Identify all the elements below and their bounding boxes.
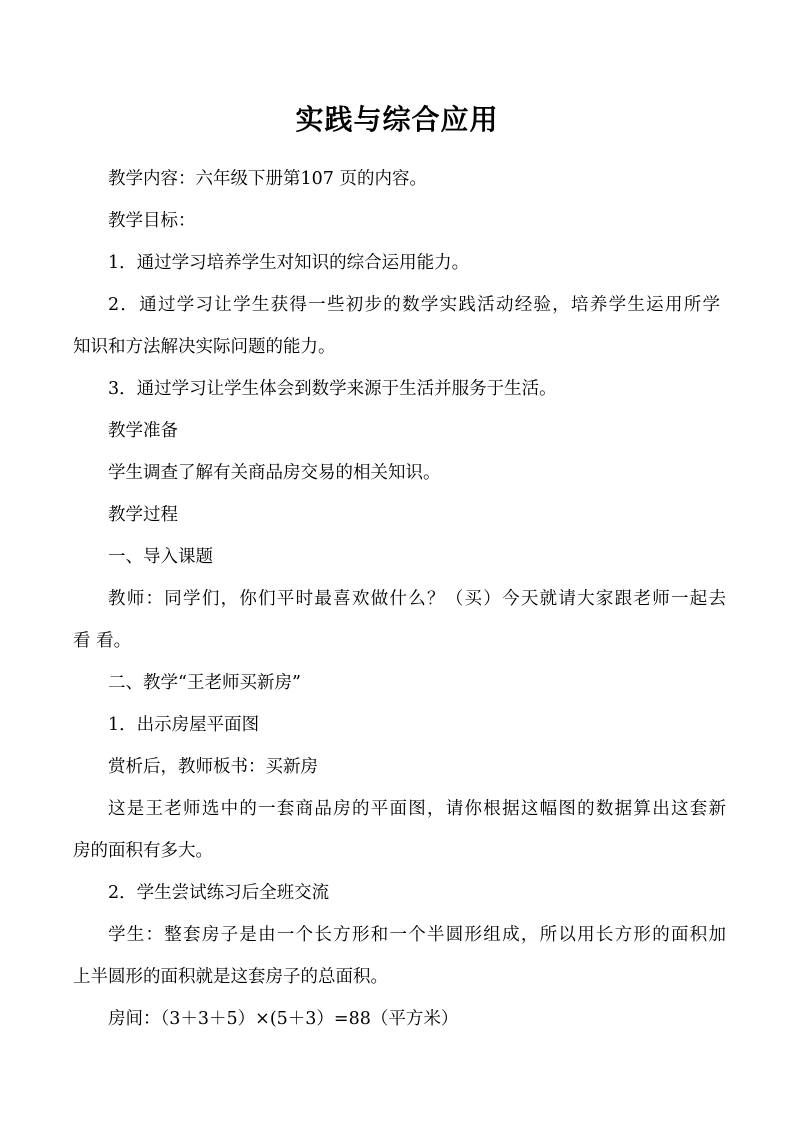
teaching-goals-heading: 教学目标：: [108, 211, 196, 231]
board-writing: 赏析后，教师板书：买新房: [108, 757, 318, 777]
goal-2-line-1: 2．通过学习让学生获得一些初步的数学实践活动经验，培养学生运用所学: [108, 295, 720, 315]
room-calculation: 房间：（3＋3＋5）×(5＋3）=88（平方米）: [108, 1009, 459, 1029]
floor-plan-line-2: 房的面积有多大。: [73, 841, 213, 861]
student-line-2: 上半圆形的面积就是这套房子的总面积。: [73, 967, 388, 987]
teacher-line-2: 看 看。: [73, 631, 132, 651]
section-2-heading: 二、教学“王老师买新房”: [108, 673, 301, 693]
goal-1: 1．通过学习培养学生对知识的综合运用能力。: [108, 253, 470, 273]
process-heading: 教学过程: [108, 505, 178, 525]
step-2: 2．学生尝试练习后全班交流: [108, 883, 330, 903]
section-1-heading: 一、导入课题: [108, 547, 213, 567]
goal-2-line-2: 知识和方法解决实际问题的能力。: [73, 337, 336, 357]
floor-plan-line-1: 这是王老师选中的一套商品房的平面图，请你根据这幅图的数据算出这套新: [108, 799, 726, 819]
goal-3: 3．通过学习让学生体会到数学来源于生活并服务于生活。: [108, 379, 557, 399]
step-1: 1．出示房屋平面图: [108, 715, 260, 735]
preparation-heading: 教学准备: [108, 421, 178, 441]
student-line-1: 学生：整套房子是由一个长方形和一个半圆形组成，所以用长方形的面积加: [108, 925, 726, 945]
teacher-line-1: 教师：同学们，你们平时最喜欢做什么？（买）今天就请大家跟老师一起去: [108, 589, 726, 609]
preparation-text: 学生调查了解有关商品房交易的相关知识。: [108, 463, 441, 483]
page-title: 实践与综合应用: [295, 103, 499, 136]
teaching-content: 教学内容：六年级下册第107 页的内容。: [108, 169, 427, 189]
